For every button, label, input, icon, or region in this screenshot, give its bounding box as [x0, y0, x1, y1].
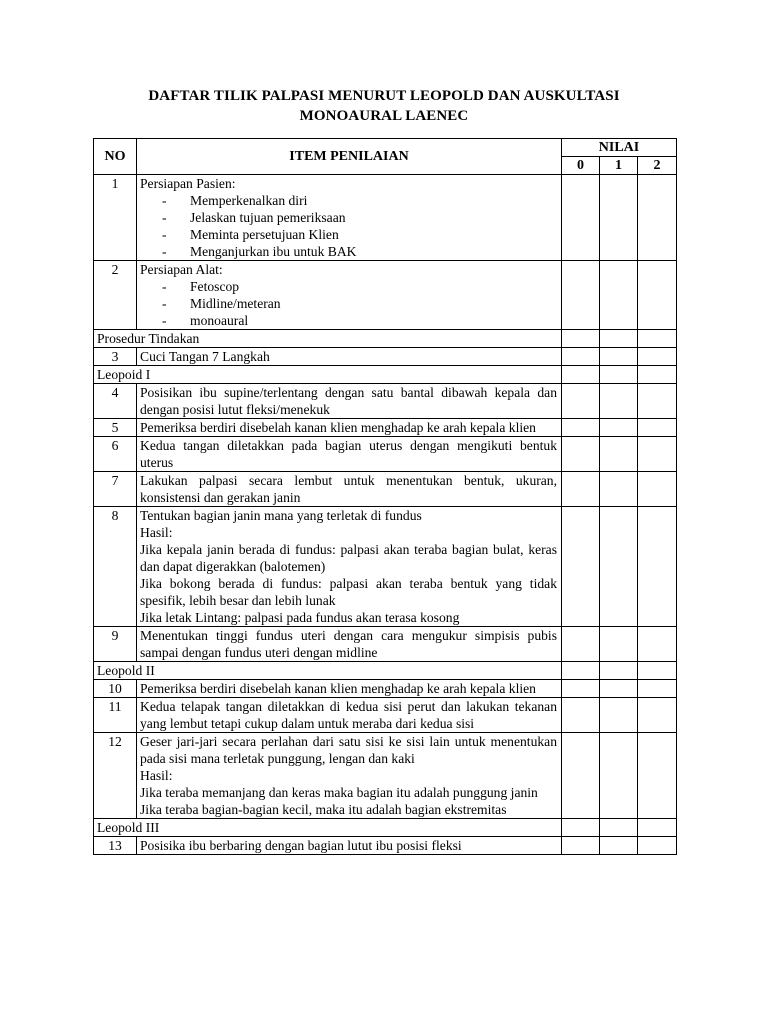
score-cell-2: [638, 819, 677, 837]
score-cell-2[interactable]: [638, 261, 677, 330]
row-number: 2: [94, 261, 137, 330]
result-text: Jika letak Lintang: palpasi pada fundus akan terasa kosong: [140, 610, 460, 625]
sub-item: - Meminta persetujuan Klien: [162, 227, 339, 242]
table-row: [94, 698, 677, 733]
score-cell-0[interactable]: [562, 698, 600, 733]
item-cell: [137, 507, 562, 627]
item-text: Posisika ibu berbaring dengan bagian lutut ibu posisi fleksi: [137, 837, 562, 855]
score-cell-1[interactable]: [600, 733, 638, 819]
row-number: 12: [94, 733, 137, 819]
table-row: [94, 419, 677, 437]
item-text: Menentukan tinggi fundus uteri dengan cara mengukur simpisis pubis sampai dengan fundus uteri dengan midline: [137, 627, 562, 662]
row-number: 5: [94, 419, 137, 437]
item-text: Pemeriksa berdiri disebelah kanan klien menghadap ke arah kepala klien: [137, 680, 562, 698]
score-cell-1[interactable]: [600, 680, 638, 698]
title-line-1: DAFTAR TILIK PALPASI MENURUT LEOPOLD DAN AUSKULTASI: [148, 88, 620, 104]
table-row: [94, 437, 677, 472]
result-text: Jika bokong berada di fundus: palpasi akan teraba bentuk yang tidak spesifik, lebih besar dan lebih lunak: [140, 576, 557, 608]
score-cell-0[interactable]: [562, 348, 600, 366]
item-text: Lakukan palpasi secara lembut untuk menentukan bentuk, ukuran, konsistensi dan gerakan janin: [137, 472, 562, 507]
table-row: [94, 384, 677, 419]
score-cell-1: [600, 662, 638, 680]
score-cell-2[interactable]: [638, 627, 677, 662]
score-cell-2: [638, 330, 677, 348]
checklist-table: [93, 138, 677, 855]
sub-item: - Menganjurkan ibu untuk BAK: [162, 244, 357, 259]
row-number: 13: [94, 837, 137, 855]
result-text: Jika teraba memanjang dan keras maka bagian itu adalah punggung janin: [140, 785, 538, 800]
score-cell-1[interactable]: [600, 384, 638, 419]
title-line-2: MONOAURAL LAENEC: [299, 108, 469, 124]
item-text: Kedua telapak tangan diletakkan di kedua sisi perut dan lakukan tekanan yang lembut tetapi cukup dalam untuk meraba dari kedua sisi: [137, 698, 562, 733]
item-text: Pemeriksa berdiri disebelah kanan klien menghadap ke arah kepala klien: [137, 419, 562, 437]
table-row: [94, 472, 677, 507]
result-text: Jika teraba bagian-bagian kecil, maka itu adalah bagian ekstremitas: [140, 802, 507, 817]
score-cell-0[interactable]: [562, 419, 600, 437]
score-cell-2[interactable]: [638, 733, 677, 819]
score-cell-2: [638, 662, 677, 680]
score-cell-1[interactable]: [600, 698, 638, 733]
result-label: Hasil:: [140, 768, 173, 783]
row-number: 3: [94, 348, 137, 366]
score-cell-1[interactable]: [600, 837, 638, 855]
table-row: [94, 837, 677, 855]
score-cell-1[interactable]: [600, 507, 638, 627]
sub-item: - Memperkenalkan diri: [162, 193, 308, 208]
item-text: Persiapan Alat:: [140, 262, 223, 277]
header-score-0: 0: [562, 157, 600, 175]
score-cell-0: [562, 330, 600, 348]
score-cell-2[interactable]: [638, 419, 677, 437]
item-cell: [137, 175, 562, 261]
score-cell-2[interactable]: [638, 472, 677, 507]
score-cell-2[interactable]: [638, 837, 677, 855]
table-row: [94, 261, 677, 330]
score-cell-0[interactable]: [562, 680, 600, 698]
score-cell-2[interactable]: [638, 507, 677, 627]
score-cell-0[interactable]: [562, 472, 600, 507]
score-cell-1[interactable]: [600, 437, 638, 472]
sub-item: - Midline/meteran: [162, 296, 281, 311]
result-label: Hasil:: [140, 525, 173, 540]
section-row: [94, 662, 677, 680]
section-row: [94, 366, 677, 384]
score-cell-0: [562, 366, 600, 384]
table-row: [94, 507, 677, 627]
score-cell-0: [562, 662, 600, 680]
score-cell-0[interactable]: [562, 627, 600, 662]
section-label: Leopoid I: [94, 366, 562, 384]
section-row: [94, 819, 677, 837]
score-cell-2[interactable]: [638, 680, 677, 698]
score-cell-1: [600, 330, 638, 348]
header-nilai: NILAI: [562, 139, 677, 157]
table-row: [94, 175, 677, 261]
row-number: 1: [94, 175, 137, 261]
table-row: [94, 348, 677, 366]
score-cell-1[interactable]: [600, 348, 638, 366]
header-score-2: 2: [638, 157, 677, 175]
score-cell-0[interactable]: [562, 437, 600, 472]
score-cell-1[interactable]: [600, 627, 638, 662]
score-cell-0[interactable]: [562, 175, 600, 261]
score-cell-2[interactable]: [638, 175, 677, 261]
item-text: Cuci Tangan 7 Langkah: [137, 348, 562, 366]
document-title: [0, 86, 768, 126]
item-cell: [137, 733, 562, 819]
score-cell-0[interactable]: [562, 507, 600, 627]
table-row: [94, 627, 677, 662]
section-label: Leopold III: [94, 819, 562, 837]
item-text: Kedua tangan diletakkan pada bagian uterus dengan mengikuti bentuk uterus: [137, 437, 562, 472]
score-cell-1[interactable]: [600, 472, 638, 507]
score-cell-1: [600, 819, 638, 837]
score-cell-1[interactable]: [600, 419, 638, 437]
header-score-1: 1: [600, 157, 638, 175]
score-cell-2[interactable]: [638, 348, 677, 366]
score-cell-0[interactable]: [562, 261, 600, 330]
header-no: NO: [94, 139, 137, 175]
item-text: Geser jari-jari secara perlahan dari satu sisi ke sisi lain untuk menentukan pada sisi mana terletak punggung, lengan dan kaki: [140, 734, 557, 766]
score-cell-1[interactable]: [600, 175, 638, 261]
header-item-penilaian: ITEM PENILAIAN: [137, 139, 562, 175]
row-number: 11: [94, 698, 137, 733]
row-number: 7: [94, 472, 137, 507]
row-number: 9: [94, 627, 137, 662]
row-number: 8: [94, 507, 137, 627]
score-cell-2[interactable]: [638, 384, 677, 419]
score-cell-1: [600, 366, 638, 384]
sub-item: - Jelaskan tujuan pemeriksaan: [162, 210, 346, 225]
score-cell-2[interactable]: [638, 437, 677, 472]
item-text: Persiapan Pasien:: [140, 176, 236, 191]
row-number: 10: [94, 680, 137, 698]
item-cell: [137, 261, 562, 330]
sub-item: - monoaural: [162, 313, 249, 328]
score-cell-0[interactable]: [562, 733, 600, 819]
section-label: Leopold II: [94, 662, 562, 680]
item-text: Posisikan ibu supine/terlentang dengan satu bantal dibawah kepala dan dengan posisi lutut fleksi/menekuk: [137, 384, 562, 419]
score-cell-1[interactable]: [600, 261, 638, 330]
row-number: 4: [94, 384, 137, 419]
section-row: [94, 330, 677, 348]
table-row: [94, 733, 677, 819]
score-cell-2: [638, 366, 677, 384]
sub-item: - Fetoscop: [162, 279, 240, 294]
table-row: [94, 680, 677, 698]
result-text: Jika kepala janin berada di fundus: palpasi akan teraba bagian bulat, keras dan dapat digerakkan (balotemen): [140, 542, 557, 574]
row-number: 6: [94, 437, 137, 472]
section-label: Prosedur Tindakan: [94, 330, 562, 348]
score-cell-2[interactable]: [638, 698, 677, 733]
score-cell-0[interactable]: [562, 837, 600, 855]
item-text: Tentukan bagian janin mana yang terletak di fundus: [140, 508, 422, 523]
score-cell-0[interactable]: [562, 384, 600, 419]
score-cell-0: [562, 819, 600, 837]
